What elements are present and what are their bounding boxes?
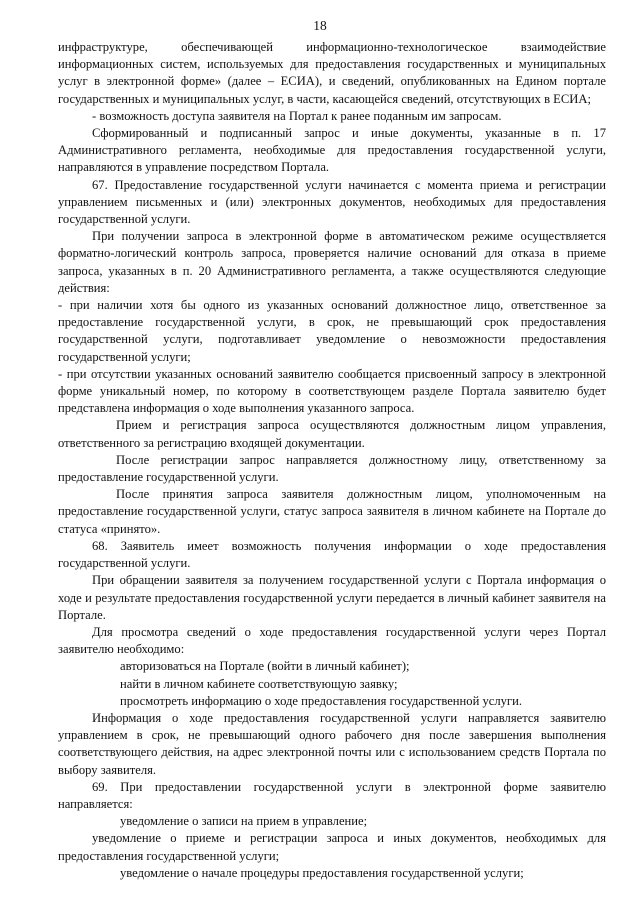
paragraph-68: 68. Заявитель имеет возможность получения информации о ходе предоставления государственной услуги.: [58, 538, 606, 571]
paragraph-after-registration: После регистрации запрос направляется должностному лицу, ответственному за предоставление государственной услуги.: [58, 452, 606, 485]
paragraph-view-progress: Для просмотра сведений о ходе предоставления государственной услуги через Портал заявителю необходимо:: [58, 624, 606, 657]
paragraph-format-control: При получении запроса в электронной форме в автоматическом режиме осуществляется форматно-логический контроль запроса, проверяется наличие оснований для отказа в приеме запроса, указанных в п. 20 Административного регламента, а также осуществляются следующие действия:: [58, 229, 606, 295]
list-item-appointment-notice: уведомление о записи на прием в управление;: [120, 814, 368, 829]
paragraph-portal-access: - возможность доступа заявителя на Портал к ранее поданным им запросам.: [92, 108, 502, 123]
list-item-start-notice: уведомление о начале процедуры предоставления государственной услуги;: [120, 865, 524, 880]
paragraph-67: 67. Предоставление государственной услуги начинается с момента приема и регистрации управлением письменных и (или) электронных документов, необходимых для предоставления государственной услуги.: [58, 177, 606, 227]
list-item-registration-notice: уведомление о приеме и регистрации запроса и иных документов, необходимых для предоставления государственной услуги;: [58, 831, 606, 863]
list-item-authorize: авторизоваться на Портале (войти в личный кабинет);: [120, 659, 410, 674]
paragraph-69: 69. При предоставлении государственной услуги в электронной форме заявителю направляется:: [58, 779, 606, 811]
paragraph-grounds-present: - при наличии хотя бы одного из указанных оснований должностное лицо, ответственное за предоставление государственной услуги, в срок, не превышающий срок предоставления государственной услуги, подготавливает уведомление о невозможности предоставления государственной услуги;: [58, 298, 606, 364]
paragraph-portal-progress: При обращении заявителя за получением государственной услуги с Портала информация о ходе и результате предоставления государственной услуги передается в личный кабинет заявителя на Портале.: [58, 573, 606, 622]
paragraph-esia-continuation: инфраструктуре, обеспечивающей информационно-технологическое взаимодействие информационных систем, используемых для предоставления государственных и муниципальных услуг в электронной форме» (далее – ЕСИА), и сведений, опубликованных на Едином портале государственных и муниципальных услуг, в части, касающейся сведений, отсутствующих в ЕСИА;: [58, 40, 606, 106]
document-body: [58, 39, 606, 882]
list-item-view-info: просмотреть информацию о ходе предоставления государственной услуги.: [120, 693, 522, 708]
paragraph-registration: Прием и регистрация запроса осуществляются должностным лицом управления, ответственного за регистрацию входящей документации.: [58, 418, 606, 450]
page-number: 18: [313, 18, 327, 33]
paragraph-after-acceptance: После принятия запроса заявителя должностным лицом, уполномоченным на предоставление государственной услуги, статус запроса заявителя в личном кабинете на Портале до статуса «принято».: [58, 487, 606, 536]
paragraph-request-sent: Сформированный и подписанный запрос и иные документы, указанные в п. 17 Административного регламента, необходимые для предоставления государственной услуги, направляются в управление посредством Портала.: [58, 126, 606, 175]
list-item-find-request: найти в личном кабинете соответствующую заявку;: [120, 676, 398, 691]
paragraph-progress-info: Информация о ходе предоставления государственной услуги направляется заявителю управлением в срок, не превышающий одного рабочего дня после завершения выполнения соответствующего действия, на адрес электронной почты или с использованием средств Портала по выбору заявителя.: [58, 710, 606, 777]
paragraph-grounds-absent: - при отсутствии указанных оснований заявителю сообщается присвоенный запросу в электронной форме уникальный номер, по которому в соответствующем разделе Портала заявителю будет представлена информация о ходе выполнения указанного запроса.: [58, 366, 606, 416]
